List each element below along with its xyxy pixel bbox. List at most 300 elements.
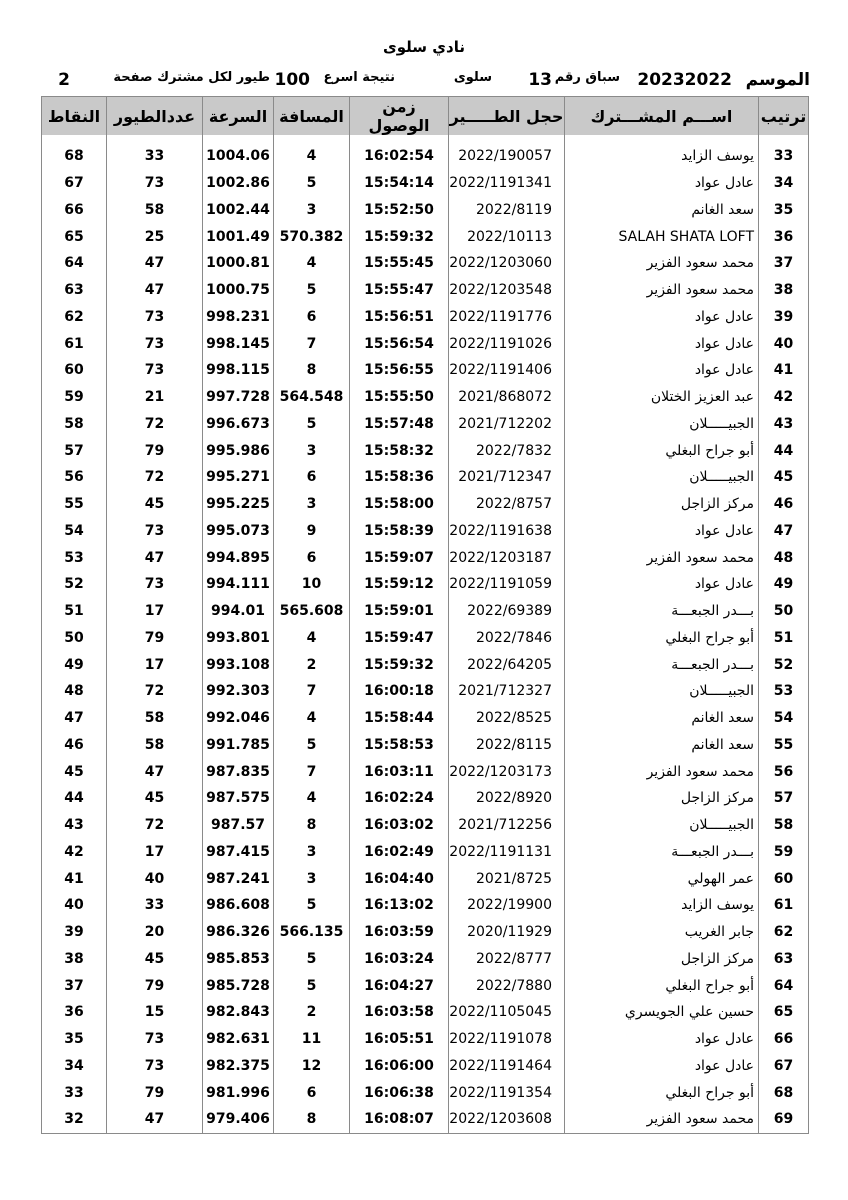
table-row bbox=[42, 839, 809, 866]
speed-cell: 982.631 bbox=[203, 1026, 274, 1053]
ring-cell: 2022/1191131 bbox=[449, 839, 565, 866]
header-arrival-time: زمن الوصول bbox=[350, 97, 449, 136]
speed-cell: 987.57 bbox=[203, 812, 274, 839]
table-row bbox=[42, 732, 809, 759]
points-cell: 55 bbox=[42, 491, 107, 518]
points-cell: 51 bbox=[42, 598, 107, 625]
table-row bbox=[42, 758, 809, 785]
header-birds: عددالطيور bbox=[107, 97, 203, 136]
member-name-cell: مركز الزاجل bbox=[565, 946, 759, 973]
speed-cell: 993.801 bbox=[203, 625, 274, 652]
distance-cell: 4 bbox=[274, 625, 350, 652]
points-cell: 62 bbox=[42, 304, 107, 331]
points-cell: 34 bbox=[42, 1053, 107, 1080]
points-cell: 33 bbox=[42, 1079, 107, 1106]
distance-cell: 7 bbox=[274, 678, 350, 705]
header-ring: حجل الطـــــير bbox=[449, 97, 565, 136]
arrival-time-cell: 16:02:54 bbox=[350, 143, 449, 170]
distance-cell: 3 bbox=[274, 839, 350, 866]
table-row bbox=[42, 1053, 809, 1080]
ring-cell: 2021/712327 bbox=[449, 678, 565, 705]
rank-cell: 68 bbox=[759, 1079, 809, 1106]
points-cell: 39 bbox=[42, 919, 107, 946]
speed-cell: 992.046 bbox=[203, 705, 274, 732]
speed-cell: 995.986 bbox=[203, 437, 274, 464]
speed-cell: 994.01 bbox=[203, 598, 274, 625]
arrival-time-cell: 16:03:02 bbox=[350, 812, 449, 839]
member-name-cell: مركز الزاجل bbox=[565, 785, 759, 812]
speed-cell: 998.145 bbox=[203, 330, 274, 357]
arrival-time-cell: 16:04:27 bbox=[350, 972, 449, 999]
result-count: 100 bbox=[274, 70, 310, 90]
member-name-cell: حسين علي الجويسري bbox=[565, 999, 759, 1026]
member-name-cell: محمد سعود الفزير bbox=[565, 1106, 759, 1133]
distance-cell: 11 bbox=[274, 1026, 350, 1053]
arrival-time-cell: 16:13:02 bbox=[350, 892, 449, 919]
member-name-cell: بـــدر الجبعـــة bbox=[565, 598, 759, 625]
race-number: 13 bbox=[528, 70, 552, 90]
rank-cell: 39 bbox=[759, 304, 809, 331]
ring-cell: 2022/1191078 bbox=[449, 1026, 565, 1053]
distance-cell: 5 bbox=[274, 892, 350, 919]
birds-cell: 73 bbox=[107, 571, 203, 598]
rank-cell: 69 bbox=[759, 1106, 809, 1133]
ring-cell: 2022/69389 bbox=[449, 598, 565, 625]
ring-cell: 2021/712256 bbox=[449, 812, 565, 839]
location: سلوى bbox=[453, 70, 492, 85]
ring-cell: 2022/1191341 bbox=[449, 170, 565, 197]
rank-cell: 67 bbox=[759, 1053, 809, 1080]
rank-cell: 41 bbox=[759, 357, 809, 384]
rank-cell: 37 bbox=[759, 250, 809, 277]
ring-cell: 2022/8115 bbox=[449, 732, 565, 759]
rank-cell: 63 bbox=[759, 946, 809, 973]
distance-cell: 5 bbox=[274, 277, 350, 304]
points-cell: 65 bbox=[42, 223, 107, 250]
member-name-cell: عمر الهولي bbox=[565, 865, 759, 892]
table-row bbox=[42, 411, 809, 438]
member-name-cell: عادل عواد bbox=[565, 518, 759, 545]
table-row bbox=[42, 892, 809, 919]
ring-cell: 2022/190057 bbox=[449, 143, 565, 170]
rank-cell: 47 bbox=[759, 518, 809, 545]
rank-cell: 62 bbox=[759, 919, 809, 946]
rank-cell: 54 bbox=[759, 705, 809, 732]
distance-cell: 8 bbox=[274, 1106, 350, 1133]
member-name-cell: جابر الغريب bbox=[565, 919, 759, 946]
member-name-cell: الجبيـــــلان bbox=[565, 812, 759, 839]
ring-cell: 2021/712347 bbox=[449, 464, 565, 491]
table-row bbox=[42, 277, 809, 304]
birds-cell: 73 bbox=[107, 170, 203, 197]
distance-cell: 565.608 bbox=[274, 598, 350, 625]
member-name-cell: عبد العزيز الختلان bbox=[565, 384, 759, 411]
distance-cell: 7 bbox=[274, 330, 350, 357]
speed-cell: 997.728 bbox=[203, 384, 274, 411]
table-row bbox=[42, 598, 809, 625]
points-cell: 37 bbox=[42, 972, 107, 999]
table-row bbox=[42, 304, 809, 331]
rank-cell: 55 bbox=[759, 732, 809, 759]
points-cell: 40 bbox=[42, 892, 107, 919]
member-name-cell: عادل عواد bbox=[565, 571, 759, 598]
speed-cell: 998.231 bbox=[203, 304, 274, 331]
header-speed: السرعة bbox=[203, 97, 274, 136]
speed-cell: 998.115 bbox=[203, 357, 274, 384]
arrival-time-cell: 15:59:47 bbox=[350, 625, 449, 652]
distance-cell: 5 bbox=[274, 732, 350, 759]
points-cell: 42 bbox=[42, 839, 107, 866]
points-cell: 36 bbox=[42, 999, 107, 1026]
birds-cell: 25 bbox=[107, 223, 203, 250]
distance-cell: 8 bbox=[274, 357, 350, 384]
arrival-time-cell: 16:03:58 bbox=[350, 999, 449, 1026]
birds-cell: 73 bbox=[107, 518, 203, 545]
member-name-cell: سعد الغانم bbox=[565, 732, 759, 759]
points-cell: 67 bbox=[42, 170, 107, 197]
distance-cell: 6 bbox=[274, 464, 350, 491]
race-label: سباق رقم bbox=[554, 70, 620, 85]
birds-cell: 72 bbox=[107, 411, 203, 438]
header-points: النقاط bbox=[42, 97, 107, 136]
ring-cell: 2022/7880 bbox=[449, 972, 565, 999]
speed-cell: 994.111 bbox=[203, 571, 274, 598]
arrival-time-cell: 15:59:32 bbox=[350, 223, 449, 250]
rank-cell: 50 bbox=[759, 598, 809, 625]
table-row bbox=[42, 544, 809, 571]
speed-cell: 979.406 bbox=[203, 1106, 274, 1133]
arrival-time-cell: 15:58:39 bbox=[350, 518, 449, 545]
table-row bbox=[42, 250, 809, 277]
points-cell: 57 bbox=[42, 437, 107, 464]
speed-cell: 985.728 bbox=[203, 972, 274, 999]
member-name-cell: بـــدر الجبعـــة bbox=[565, 651, 759, 678]
table-row bbox=[42, 464, 809, 491]
arrival-time-cell: 15:54:14 bbox=[350, 170, 449, 197]
ring-cell: 2022/8777 bbox=[449, 946, 565, 973]
distance-cell: 3 bbox=[274, 437, 350, 464]
ring-cell: 2022/1105045 bbox=[449, 999, 565, 1026]
birds-cell: 73 bbox=[107, 330, 203, 357]
points-cell: 35 bbox=[42, 1026, 107, 1053]
ring-cell: 2022/1191638 bbox=[449, 518, 565, 545]
birds-cell: 45 bbox=[107, 785, 203, 812]
rank-cell: 65 bbox=[759, 999, 809, 1026]
distance-cell: 570.382 bbox=[274, 223, 350, 250]
arrival-time-cell: 16:03:11 bbox=[350, 758, 449, 785]
member-name-cell: عادل عواد bbox=[565, 357, 759, 384]
member-name-cell: محمد سعود الفزير bbox=[565, 277, 759, 304]
speed-cell: 1002.86 bbox=[203, 170, 274, 197]
arrival-time-cell: 16:02:24 bbox=[350, 785, 449, 812]
arrival-time-cell: 15:55:45 bbox=[350, 250, 449, 277]
points-cell: 47 bbox=[42, 705, 107, 732]
arrival-time-cell: 15:59:32 bbox=[350, 651, 449, 678]
distance-cell: 564.548 bbox=[274, 384, 350, 411]
header-rank: ترتيب bbox=[759, 97, 809, 136]
table-row bbox=[42, 812, 809, 839]
birds-cell: 33 bbox=[107, 892, 203, 919]
rank-cell: 56 bbox=[759, 758, 809, 785]
rank-cell: 43 bbox=[759, 411, 809, 438]
member-name-cell: أبو جراح البغلي bbox=[565, 972, 759, 999]
birds-cell: 21 bbox=[107, 384, 203, 411]
points-cell: 58 bbox=[42, 411, 107, 438]
table-row bbox=[42, 571, 809, 598]
distance-cell: 4 bbox=[274, 785, 350, 812]
rank-cell: 59 bbox=[759, 839, 809, 866]
speed-cell: 982.375 bbox=[203, 1053, 274, 1080]
speed-cell: 981.996 bbox=[203, 1079, 274, 1106]
points-cell: 32 bbox=[42, 1106, 107, 1133]
distance-cell: 6 bbox=[274, 304, 350, 331]
member-name-cell: مركز الزاجل bbox=[565, 491, 759, 518]
speed-cell: 991.785 bbox=[203, 732, 274, 759]
member-name-cell: الجبيـــــلان bbox=[565, 411, 759, 438]
points-cell: 66 bbox=[42, 197, 107, 224]
rank-cell: 45 bbox=[759, 464, 809, 491]
points-cell: 64 bbox=[42, 250, 107, 277]
arrival-time-cell: 16:03:59 bbox=[350, 919, 449, 946]
member-name-cell: سعد الغانم bbox=[565, 197, 759, 224]
birds-cell: 79 bbox=[107, 1079, 203, 1106]
arrival-time-cell: 15:58:36 bbox=[350, 464, 449, 491]
distance-cell: 566.135 bbox=[274, 919, 350, 946]
table-row bbox=[42, 518, 809, 545]
table-row bbox=[42, 1079, 809, 1106]
birds-cell: 47 bbox=[107, 277, 203, 304]
speed-cell: 986.608 bbox=[203, 892, 274, 919]
speed-cell: 993.108 bbox=[203, 651, 274, 678]
birds-cell: 73 bbox=[107, 357, 203, 384]
rank-cell: 58 bbox=[759, 812, 809, 839]
member-name-cell: بـــدر الجبعـــة bbox=[565, 839, 759, 866]
points-cell: 48 bbox=[42, 678, 107, 705]
table-row bbox=[42, 170, 809, 197]
arrival-time-cell: 15:56:55 bbox=[350, 357, 449, 384]
distance-cell: 3 bbox=[274, 865, 350, 892]
member-name-cell: محمد سعود الفزير bbox=[565, 544, 759, 571]
arrival-time-cell: 15:57:48 bbox=[350, 411, 449, 438]
rank-cell: 35 bbox=[759, 197, 809, 224]
birds-per-member-label: طيور لكل مشترك صفحة bbox=[113, 70, 270, 85]
rank-cell: 66 bbox=[759, 1026, 809, 1053]
member-name-cell: الجبيـــــلان bbox=[565, 464, 759, 491]
points-cell: 41 bbox=[42, 865, 107, 892]
speed-cell: 982.843 bbox=[203, 999, 274, 1026]
birds-cell: 79 bbox=[107, 625, 203, 652]
rank-cell: 44 bbox=[759, 437, 809, 464]
rank-cell: 34 bbox=[759, 170, 809, 197]
member-name-cell: عادل عواد bbox=[565, 1026, 759, 1053]
speed-cell: 987.575 bbox=[203, 785, 274, 812]
birds-cell: 40 bbox=[107, 865, 203, 892]
birds-cell: 58 bbox=[107, 197, 203, 224]
points-cell: 68 bbox=[42, 143, 107, 170]
birds-cell: 47 bbox=[107, 250, 203, 277]
ring-cell: 2022/1203608 bbox=[449, 1106, 565, 1133]
points-cell: 60 bbox=[42, 357, 107, 384]
distance-cell: 3 bbox=[274, 197, 350, 224]
birds-cell: 15 bbox=[107, 999, 203, 1026]
birds-cell: 79 bbox=[107, 972, 203, 999]
birds-cell: 79 bbox=[107, 437, 203, 464]
rank-cell: 33 bbox=[759, 143, 809, 170]
table-row bbox=[42, 437, 809, 464]
member-name-cell: محمد سعود الفزير bbox=[565, 758, 759, 785]
arrival-time-cell: 15:55:50 bbox=[350, 384, 449, 411]
table-row bbox=[42, 785, 809, 812]
points-cell: 49 bbox=[42, 651, 107, 678]
speed-cell: 985.853 bbox=[203, 946, 274, 973]
member-name-cell: أبو جراح البغلي bbox=[565, 1079, 759, 1106]
member-name-cell: عادل عواد bbox=[565, 170, 759, 197]
arrival-time-cell: 15:59:01 bbox=[350, 598, 449, 625]
speed-cell: 1001.49 bbox=[203, 223, 274, 250]
member-name-cell: الجبيـــــلان bbox=[565, 678, 759, 705]
points-cell: 45 bbox=[42, 758, 107, 785]
ring-cell: 2022/7846 bbox=[449, 625, 565, 652]
speed-cell: 1000.81 bbox=[203, 250, 274, 277]
member-name-cell: يوسف الزايد bbox=[565, 143, 759, 170]
points-cell: 43 bbox=[42, 812, 107, 839]
speed-cell: 996.673 bbox=[203, 411, 274, 438]
ring-cell: 2021/8725 bbox=[449, 865, 565, 892]
distance-cell: 4 bbox=[274, 705, 350, 732]
points-cell: 61 bbox=[42, 330, 107, 357]
rank-cell: 57 bbox=[759, 785, 809, 812]
points-cell: 52 bbox=[42, 571, 107, 598]
speed-cell: 1004.06 bbox=[203, 143, 274, 170]
distance-cell: 6 bbox=[274, 544, 350, 571]
arrival-time-cell: 16:03:24 bbox=[350, 946, 449, 973]
distance-cell: 4 bbox=[274, 250, 350, 277]
ring-cell: 2022/1203060 bbox=[449, 250, 565, 277]
table-row bbox=[42, 865, 809, 892]
distance-cell: 5 bbox=[274, 170, 350, 197]
distance-cell: 5 bbox=[274, 946, 350, 973]
ring-cell: 2022/1191354 bbox=[449, 1079, 565, 1106]
rank-cell: 40 bbox=[759, 330, 809, 357]
points-cell: 46 bbox=[42, 732, 107, 759]
arrival-time-cell: 16:02:49 bbox=[350, 839, 449, 866]
ring-cell: 2022/1191026 bbox=[449, 330, 565, 357]
arrival-time-cell: 16:06:00 bbox=[350, 1053, 449, 1080]
arrival-time-cell: 15:55:47 bbox=[350, 277, 449, 304]
table-row bbox=[42, 1026, 809, 1053]
points-cell: 44 bbox=[42, 785, 107, 812]
arrival-time-cell: 16:08:07 bbox=[350, 1106, 449, 1133]
season-value: 20232022 bbox=[637, 70, 732, 90]
distance-cell: 5 bbox=[274, 972, 350, 999]
ring-cell: 2022/19900 bbox=[449, 892, 565, 919]
ring-cell: 2022/64205 bbox=[449, 651, 565, 678]
member-name-cell: أبو جراح البغلي bbox=[565, 437, 759, 464]
ring-cell: 2022/1203173 bbox=[449, 758, 565, 785]
member-name-cell: SALAH SHATA LOFT bbox=[565, 223, 759, 250]
member-name-cell: سعد الغانم bbox=[565, 705, 759, 732]
birds-cell: 73 bbox=[107, 1026, 203, 1053]
distance-cell: 4 bbox=[274, 143, 350, 170]
arrival-time-cell: 15:58:53 bbox=[350, 732, 449, 759]
rank-cell: 49 bbox=[759, 571, 809, 598]
points-cell: 38 bbox=[42, 946, 107, 973]
birds-cell: 72 bbox=[107, 464, 203, 491]
arrival-time-cell: 15:58:32 bbox=[350, 437, 449, 464]
table-row bbox=[42, 651, 809, 678]
arrival-time-cell: 15:52:50 bbox=[350, 197, 449, 224]
birds-cell: 73 bbox=[107, 1053, 203, 1080]
points-cell: 63 bbox=[42, 277, 107, 304]
distance-cell: 12 bbox=[274, 1053, 350, 1080]
table-row bbox=[42, 197, 809, 224]
table-row bbox=[42, 999, 809, 1026]
header-distance: المسافة bbox=[274, 97, 350, 136]
speed-cell: 992.303 bbox=[203, 678, 274, 705]
speed-cell: 1000.75 bbox=[203, 277, 274, 304]
member-name-cell: عادل عواد bbox=[565, 330, 759, 357]
arrival-time-cell: 15:56:54 bbox=[350, 330, 449, 357]
speed-cell: 987.415 bbox=[203, 839, 274, 866]
ring-cell: 2022/10113 bbox=[449, 223, 565, 250]
speed-cell: 995.271 bbox=[203, 464, 274, 491]
table-row bbox=[42, 330, 809, 357]
club-title: نادي سلوى bbox=[383, 38, 465, 56]
table-row bbox=[42, 357, 809, 384]
rank-cell: 46 bbox=[759, 491, 809, 518]
table-row bbox=[42, 143, 809, 170]
header-member-name: اســـم المشـــترك bbox=[565, 97, 759, 136]
ring-cell: 2022/1203548 bbox=[449, 277, 565, 304]
birds-cell: 20 bbox=[107, 919, 203, 946]
distance-cell: 3 bbox=[274, 491, 350, 518]
birds-cell: 47 bbox=[107, 1106, 203, 1133]
page-number: 2 bbox=[58, 70, 70, 90]
speed-cell: 987.241 bbox=[203, 865, 274, 892]
result-label: نتيجة اسرع bbox=[323, 70, 395, 85]
ring-cell: 2022/7832 bbox=[449, 437, 565, 464]
table-row bbox=[42, 678, 809, 705]
table-row bbox=[42, 491, 809, 518]
rank-cell: 36 bbox=[759, 223, 809, 250]
arrival-time-cell: 15:56:51 bbox=[350, 304, 449, 331]
speed-cell: 1002.44 bbox=[203, 197, 274, 224]
birds-cell: 47 bbox=[107, 758, 203, 785]
table-row bbox=[42, 972, 809, 999]
ring-cell: 2022/1191464 bbox=[449, 1053, 565, 1080]
arrival-time-cell: 15:58:44 bbox=[350, 705, 449, 732]
rank-cell: 61 bbox=[759, 892, 809, 919]
race-info-line bbox=[40, 70, 810, 92]
points-cell: 53 bbox=[42, 544, 107, 571]
table-row bbox=[42, 919, 809, 946]
ring-cell: 2022/1203187 bbox=[449, 544, 565, 571]
birds-cell: 58 bbox=[107, 705, 203, 732]
arrival-time-cell: 15:58:00 bbox=[350, 491, 449, 518]
results-table bbox=[41, 96, 809, 1134]
rank-cell: 52 bbox=[759, 651, 809, 678]
table-row bbox=[42, 705, 809, 732]
distance-cell: 2 bbox=[274, 651, 350, 678]
birds-cell: 45 bbox=[107, 946, 203, 973]
rank-cell: 64 bbox=[759, 972, 809, 999]
distance-cell: 10 bbox=[274, 571, 350, 598]
arrival-time-cell: 16:06:38 bbox=[350, 1079, 449, 1106]
rank-cell: 42 bbox=[759, 384, 809, 411]
member-name-cell: محمد سعود الفزير bbox=[565, 250, 759, 277]
arrival-time-cell: 16:00:18 bbox=[350, 678, 449, 705]
birds-cell: 72 bbox=[107, 678, 203, 705]
